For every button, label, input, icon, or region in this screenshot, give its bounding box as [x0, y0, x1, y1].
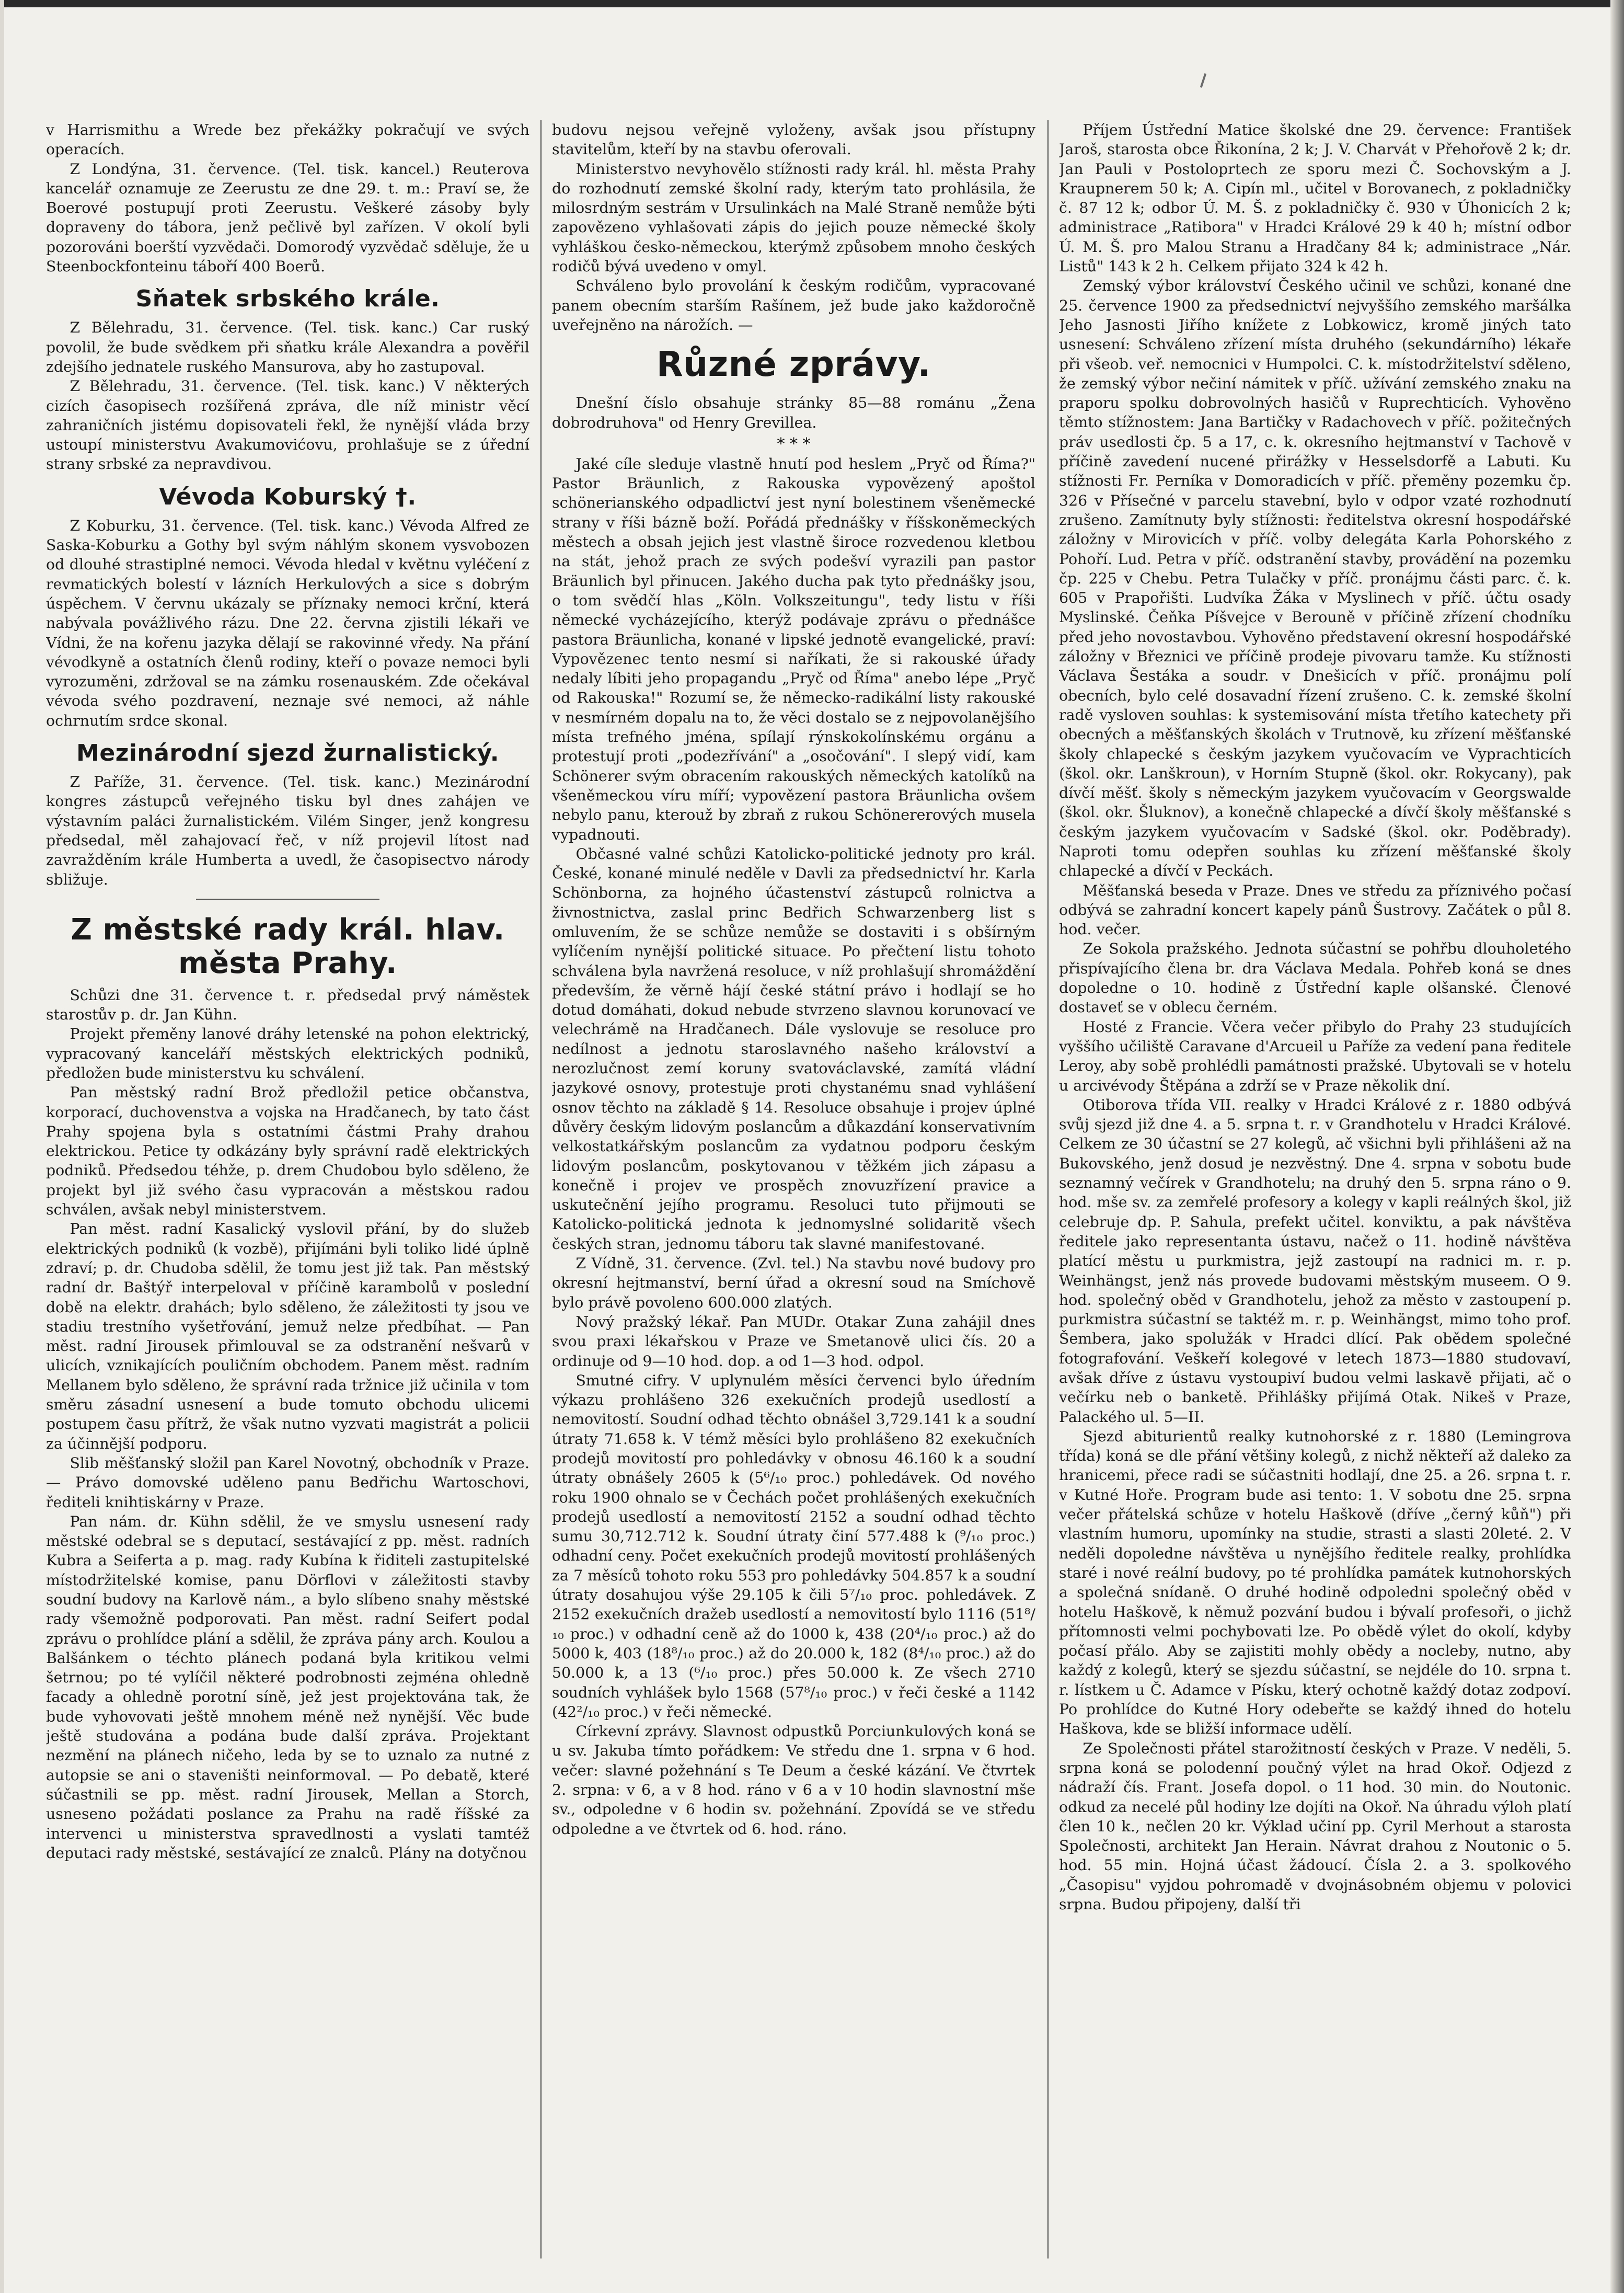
article-text: Z Londýna, 31. července. (Tel. tisk. kancel.) Reuterova kancelář oznamuje ze Zeerustu ze dne 29. t. m.: Praví se, že Boerové postupují proti Zeerustu. Veškeré zásoby byly dopraveny do tábora, jenž pečlivě byl zařízen. V okolí byli pozorováni boerští vyzvědači. Domorodý vyzvědač sděluje, že u Steenbockfonteinu táboří 400 Boerů. [46, 160, 529, 276]
asterism: * * * [777, 434, 811, 453]
article-text: Měšťanská beseda v Praze. Dnes ve středu za příznivého počasí odbývá se zahradní koncert kapely pánů Šustrovy. Začátek o půl 8. hod. večer. [1059, 881, 1571, 938]
article-text: Z Bělehradu, 31. července. (Tel. tisk. kanc.) Car ruský povolil, že bude svědkem při sňatku krále Alexandra a pověřil zdejšího jednatele ruského Mansurova, aby ho zastupoval. [46, 319, 529, 375]
article-text: v Harrismithu a Wrede bez překážky pokračují ve svých operacích. [46, 121, 529, 158]
article-text: budovu nejsou veřejně vyloženy, avšak jsou přístupny stavitelům, kteří by na stavbu oferovali. [552, 121, 1035, 158]
article-text: Občasné valné schůzi Katolicko-politické jednoty pro král. České, konané minulé neděle v Davli za předsednictví hr. Karla Schönborna, za hojného účastenství zástupců rolnictva a živnostnictva, zaslal princ Bedřich Schwarzenberg list s omluvením, že se schůze nemůže se dostaviti i s obšírným vylíčením nynější politické situace. Po přečtení listu tohoto schválena byla navržená resoluce, v níž prohlašují shromáždění především, že věrně hájí české státní právo i hodlají se ho dotud domáhati, dokud nebude stvrzeno slavnou korunovací ve velechrámě na Hradčanech. Dále vyslovuje se resoluce pro nedílnost a jednotu staroslavného našeho království a nerozlučnost zemí koruny svatováclavské, zamítá vládní jazykové osnovy, protestuje proti chystanému snad vyhlášení osnov těchto na základě § 14. Resoluce obsahuje i projev úplné důvěry českým lidovým poslancům a důkazdání konservativním velkostatkářským poslancům za vydatnou podporu českým lidovým poslancům, poskytovanou v těžkém jich zápasu a konečně i projev ve prospěch znovuzřízení pravice a uskutečnění jejího programu. Resoluci tuto přijmouti se Katolicko-politická jednota k jednomyslné solidaritě všech českých stran, jednomu táboru tak slavné manifestované. [552, 845, 1035, 1253]
article-text: Pan městský radní Brož předložil petice občanstva, korporací, duchovenstva a vojska na Hradčanech, by tato část Prahy spojena byla s ostatními částmi Prahy drahou elektrickou. Petice ty odkázány byly správní radě elektrických podniků. Předsedou téhže, p. drem Chudobou bylo sděleno, že projekt byl již svého času vypracován a městskou radou schválen, avšak nebyl ministerstvem. [46, 1084, 529, 1219]
section-heading: Různé zprávy. [656, 344, 931, 385]
column-3 [1059, 120, 1571, 2258]
article-text: Pan nám. dr. Kühn sdělil, že ve smyslu usnesení rady městské odebral se s deputací, sestávající z pp. měst. radních Kubra a Seiferta a p. mag. rady Kubína k řiditeli zastupitelské místodržitelské komise, panu Dörflovi v záležitosti stavby soudní budovy na Karlově nám., a bylo slíbeno snahy městské rady všemožně podporovati. Pan měst. radní Seifert podal zprávu o prohlídce plání a sdělil, že zpráva pány arch. Koulou a Balšánkem o téchto plánech podaná byla kritikou velmi šetrnou; po té vylíčil některé podrobnosti zejména ohledně facady a ohledně porotní síně, jež jest projektována tak, že bude vyhovovati ještě mnohem méně než nynější. Věc bude ještě studována a podána bude další zpráva. Projektant nezmění na plánech ničeho, leda by se to uznalo za nutné z autopsie se ani o staveništi neinformoval. — Po debatě, které súčastnili se pp. měst. radní Jirousek, Mellan a Storch, usneseno požádati poslance za Prahu na radě říšské za intervenci u ministerstva spravedlnosti a vyslati tamtéž deputaci rady městské, sestávající ze znalců. Plány na dotyčnou [46, 1512, 529, 1862]
article-text: Dnešní číslo obsahuje stránky 85—88 románu „Žena dobrodruhova" od Henry Grevillea. [552, 394, 1035, 431]
section-heading: Mezinárodní sjezd žurnalistický. [76, 740, 499, 767]
article-text: Zemský výbor království Českého učinil ve schůzi, konané dne 25. července 1900 za předsednictví nejvyššího zemského maršálka Jeho Jasnosti Jiřího knížete z Lobkowicz, kromě jiných tato usnesení: Schváleno zřízení místa druhého (sekundárního) lékaře při všeob. veř. nemocnici v Humpolci. C. k. místodržitelství sděleno, že zemský výbor nečiní námitek v příč. užívání zemského znaku na praporu spolku dobrovolných hasičů v Ruprechticích. Vyhověno těmto stížnostem: Jana Bartičky v Radachovech v příč. požitečných práv usedlosti čp. 5 a 17, c. k. okresního hejtmanství v Tachově v příčině zavedení nucené přirážky v Hesselsdorfě a Labuti. Ku stížnosti Fr. Perníka v Domoradicích v příč. přeměny pozemku čp. 326 v Přísečné v parcelu stavební, bylo v odpor vzaté rozhodnutí zrušeno. Zamítnuty byly stížnosti: ředitelstva okresní hospodářské záložny v Mirovicích v příč. volby delegáta Karla Pohorského z Pohoří. Lud. Petra v příč. odstranění stavby, provádění na pozemku čp. 225 v Chebu. Petra Tulačky v příč. pronájmu části parc. č. k. 605 v Prapořišti. Ludvíka Žáka v Myslinech v příč. účtu osady Myslinské. Čeňka Píšvejce v Berouně v příčině zřízení chodníku před jeho novostavbou. Vyhověno představení okresní hospodářské záložny v Březnici ve příčině prodeje pivovaru tamže. Ku stížnosti Václava Šestáka a soudr. v Dnešicích v příč. pronájmu polí obecních, bylo celé dosavadní řízení zrušeno. C. k. zemské školní radě vysloven souhlas: k systemisování místa třetího katechety při obecných a měšťanských školách v Trutnově, ku zřízení měšťanské školy chlapecké s českým jazykem vyučovacím ve Vyprachticích (škol. okr. Lanškroun), v Horním Stupně (škol. okr. Rokycany), pak dívčí měšť. školy s německým jazykem vyučovacím v Georgswalde (škol. okr. Šluknov), a konečně chlapecké a dívčí školy měšťanské s českým jazykem vyučovacím v Sadské (škol. okr. Poděbrady). Naproti tomu odepřen souhlas ku zřízení měšťanské školy chlapecké a dívčí v Peckách. [1059, 277, 1571, 880]
article-text: Ministerstvo nevyhovělo stížnosti rady král. hl. města Prahy do rozhodnutí zemské školní rady, kterým tato prohlásila, že milosrdným sestrám v Ursulinkách na Malé Straně nemůže býti zapovězeno vyhlašovati zápis do jejich pouze německé školy vyhláškou česko-německou, kterýmž způsobem mnoho českých rodičů bývá uvedeno v omyl. [552, 160, 1035, 276]
article-text: Ze Společnosti přátel starožitností českých v Praze. V neděli, 5. srpna koná se polodenní poučný výlet na hrad Okoř. Odjezd z nádraží čís. Frant. Josefa dopol. o 11 hod. 30 min. do Noutonic. odkud za necelé půl hodiny lze dojíti na Okoř. Na úhradu výloh platí člen 10 k., nečlen 20 kr. Výklad učiní pp. Cyril Merhout a starosta Společnosti, architekt Jan Herain. Návrat drahou z Noutonic o 5. hod. 55 min. Hojná účast žádoucí. Čísla 2. a 3. spolkového „Časopisu" vyjdou pohromadě v dvojnásobném objemu v polovici srpna. Budou připojeny, další tři [1059, 1739, 1571, 1913]
article-text: Církevní zprávy. Slavnost odpustků Porciunkulových koná se u sv. Jakuba tímto pořádkem: Ve středu dne 1. srpna v 6 hod. večer: slavné požehnání s Te Deum a české kázání. Ve čtvrtek 2. srpna: v 6, a v 8 hod. ráno v 6 a v 10 hodin slavnostní mše sv., odpoledne v 6 hodin sv. požehnání. Zpovídá se ve středu odpoledne a ve čtvrtek od 6. hod. ráno. [552, 1723, 1035, 1838]
article-text: Nový pražský lékař. Pan MUDr. Otakar Zuna zahájil dnes svou praxi lékařskou v Praze ve Smetanově ulici čís. 20 a ordinuje od 9—10 hod. dop. a od 1—3 hod. odpol. [552, 1313, 1035, 1370]
article-text: Sjezd abiturientů realky kutnohorské z r. 1880 (Lemingrova třída) koná se dle přání většiny kolegů, z nichž někteří až daleko za hranicemi, přece radi se súčastniti hodlají, dne 25. a 26. srpna t. r. v Kutné Hoře. Program bude asi tento: 1. V sobotu dne 25. srpna večer přátelská schůze v hotelu Haškově (dříve „černý kůň") při vlastním humoru, upomínky na studie, strasti a slasti 20leté. 2. V neděli dopoledne návštěva u nynějšího ředitele realky, prohlídka staré i nové reální budovy, po té prohlídka památek kutnohorských a společná snídaně. O druhé hodině odpoledni společný oběd v hotelu Haškově, k němuž pozvání budou i bývalí profesoři, o jichž přítomnosti velmi pochybovati lze. Po obědě výlet do okolí, kdyby počasí přálo. Aby se zajistiti mohly obědy a nocleby, nutno, aby každý z kolegů, který se sjezdu súčastní, se nejdéle do 10. srpna t. r. lístkem u Č. Adamce v Písku, který ochotně každý dotaz zodpoví. Po prohlídce do Kutné Hory odebeřte se každý ihned do hotelu Haškova, kde se bližší informace udělí. [1059, 1427, 1571, 1738]
article-text: Ze Sokola pražského. Jednota súčastní se pohřbu dlouholetého přispívajícího člena br. dra Václava Medala. Pohřeb koná se dnes dopoledne o 10. hodině z Ústřední kaple olšanské. Členové dostaveť se v oblecu černém. [1059, 940, 1571, 1016]
page-left-edge [0, 0, 4, 2293]
article-text: Pan měst. radní Kasalický vyslovil přání, by do služeb elektrických podniků (k vozbě), přijímáni byli toliko lidé úplně zdraví; p. dr. Chudoba sdělil, že tomu jest již tak. Pan městský radní dr. Baštýř interpeloval v příčině karambolů v poslední době na elektr. drahách; bylo sděleno, že záležitosti ty jsou ve stadiu trestního vyšetřování, jemuž nelze předbíhat. — Pan měst. radní Jirousek přimlouval se za odstranění nešvarů v ulicích, vznikajících pouličním obchodem. Panem měst. radním Mellanem bylo sděleno, že správní rada tržnice již učinila v tom směru zásadní usnesení a bude tomuto obchodu ulicemi postupem času přítrž, že však nutno vyzvati magistrát a policii za účinnější podporu. [46, 1220, 529, 1452]
section-heading: Z městské rady král. hlav. města Prahy. [71, 912, 505, 980]
article-text: Z Vídně, 31. července. (Zvl. tel.) Na stavbu nové budovy pro okresní hejtmanství, berní úřad a okresní soud na Smíchově bylo právě povoleno 600.000 zlatých. [552, 1255, 1035, 1311]
article-text: Projekt přeměny lanové dráhy letenské na pohon elektrický, vypracovaný kanceláří městských elektrických podniků, předložen bude ministerstvu ku schválení. [46, 1025, 529, 1082]
article-text: Slib měšťanský složil pan Karel Novotný, obchodník v Praze. — Právo domovské uděleno panu Bedřichu Wartoschovi, řediteli knihtiskárny v Praze. [46, 1454, 529, 1511]
column-rule [1047, 120, 1049, 2258]
section-heading: Sňatek srbského krále. [135, 285, 440, 313]
article-text: Schůzi dne 31. července t. r. předsedal prvý náměstek starostův p. dr. Jan Kühn. [46, 986, 529, 1024]
page-top-edge [0, 0, 1624, 7]
article-text: Schváleno bylo provolání k českým rodičům, vypracované panem obecním starším Rašínem, jež bude jako každoročně uveřejněno na nárožích. — [552, 277, 1035, 334]
section-heading: Vévoda Koburský †. [159, 483, 417, 510]
article-text: Z Koburku, 31. července. (Tel. tisk. kanc.) Vévoda Alfred ze Saska-Koburku a Gothy byl svým náhlým skonem vysvobozen od dlouhé strastiplné nemoci. Vévoda hledal v květnu vyléčení z revmatických bolestí v lázních Herkulových a sice s dobrým úspěchem. V červnu ukázaly se příznaky nemoci krční, která nabývala povážlivého rázu. Dne 22. června zjistili lékaři ve Vídni, že na kořenu jazyka dělají se rakovinné vředy. Na přání vévodkyně a ostatních členů rodiny, kteří o povaze nemoci byli vyrozuměni, zdržoval se na zámku rosenauském. Zde očekával vévoda svého pozdravení, neznaje své nemoci, až náhle ochrnutím srdce skonal. [46, 517, 529, 729]
newspaper-page [46, 120, 1588, 2258]
column-2 [552, 120, 1035, 2258]
article-text: Hosté z Francie. Včera večer přibylo do Prahy 23 studujících vyššího učiliště Caravane d'Arcueil u Paříže za vedení pana ředitele Leroy, aby sobě prohlédli památnosti pražské. Ubytovali se v hotelu u arcivévody Štěpána a zdrží se v Praze několik dní. [1059, 1018, 1571, 1094]
article-text: Z Paříže, 31. července. (Tel. tisk. kanc.) Mezinárodní kongres zástupců veřejného tisku byl dnes zahájen ve výstavním paláci žurnalistickém. Vilém Singer, jenž kongresu předsedal, měl zahajovací řeč, v níž projevil lítost nad zavražděním krále Humberta a uvedl, že časopisectvo národy sbližuje. [46, 773, 529, 888]
article-text: Z Bělehradu, 31. července. (Tel. tisk. kanc.) V některých cizích časopisech rozšířená zpráva, dle níž ministr věcí zahraničních jistému dopisovateli řekl, že nynější vláda brzy ustoupí ministerstvu Avakumovićovu, prohlašuje se z úřední strany srbské za nepravdivou. [46, 377, 529, 473]
article-text: Smutné cifry. V uplynulém měsíci červenci bylo úředním výkazu prohlášeno 326 exekučních prodejů usedlostí a nemovitostí. Soudní odhad těchto obnášel 3,729.141 k a soudní útraty 71.658 k. V témž měsíci bylo prohlášeno 82 exekučních prodejů movitostí pro pohledávky v obnosu 46.160 k a soudní útraty obnášely 2605 k (5⁶/₁₀ proc.) pohledávek. Od nového roku 1900 ohnalo se v Čechách počet prohlášených exekučních prodejů usedlostí a nemovitostí 2152 a soudní odhad těchto sumu 30,712.712 k. Soudní útraty činí 577.488 k (⁹/₁₀ proc.) odhadní ceny. Počet exekučních prodejů movitostí prohlášených za 7 měsíců tohoto roku 553 pro pohledávky 504.857 k a soudní útraty dosahujou výše 29.105 k čili 5⁷/₁₀ proc. pohledávek. Z 2152 exekučních dražeb usedlostí a nemovitostí bylo 1116 (51⁸/₁₀ proc.) v odhadní ceně až do 1000 k, 438 (20⁴/₁₀ proc.) až do 5000 k, 403 (18⁸/₁₀ proc.) až do 20.000 k, 182 (8⁴/₁₀ proc.) až do 50.000 k, a 13 (⁶/₁₀ proc.) přes 50.000 k. Ze všech 2710 soudních vyhlášek bylo 1568 (57⁸/₁₀ proc.) v řeči české a 1142 (42²/₁₀ proc.) v řeči německé. [552, 1371, 1035, 1721]
column-1 [46, 120, 529, 2258]
page-binding-edge [1610, 0, 1624, 2293]
section-divider [196, 899, 380, 900]
column-rule [540, 120, 542, 2258]
article-text: Otiborova třída VII. realky v Hradci Králové z r. 1880 odbývá svůj sjezd již dne 4. a 5. srpna t. r. v Grandhotelu v Hradci Králové. Celkem ze 30 účastní se 27 kolegů, ač všichni byli přihlášeni až na Bukovského, jenž dosud je nezvěstný. Dne 4. srpna v sobotu bude seznamný večírek v Grandhotelu; na druhý den 5. srpna ráno o 9. hod. mše sv. za zemřelé profesory a kolegy v kapli reálných škol, již celebruje dp. P. Sahula, prefekt učitel. konviktu, a pak návštěva ředitele jako representanta ústavu, načež o 11. hodině návštěva platící městu u purkmistra, jejž zastoupí na radnici m. r. p. Weinhängst, jenž nás provede budovami městským museem. O 9. hod. společný oběd v Grandhotelu, jehož za město v zastoupení p. purkmistra súčastní se taktéž m. r. p. Weinhängst, mimo toho prof. Šembera, jako spolužák v Hradci dlící. Pak obědem společné fotografování. Veškeří kolegové v letech 1873—1880 studovaví, avšak dříve z ústavu vystoupiví budou velmi laskavě přijati, ač o večírku neb o banketě. Přihlášky přijímá Otak. Nikeš v Praze, Palackého ul. 5—II. [1059, 1096, 1571, 1426]
paper-mark [1200, 73, 1206, 88]
article-text: Příjem Ústřední Matice školské dne 29. července: František Jaroš, starosta obce Řikonína, 2 k; J. V. Charvát v Přehořově 2 k; dr. Jan Pauli v Postoloprtech ze sporu mezi Č. Sochovským a J. Kraupnerem 50 k; A. Cipín ml., učitel v Borovanech, z pokladničky č. 87 12 k; odbor Ú. M. Š. z pokladničky č. 930 v Úhonicích 2 k; administrace „Ratibora" v Hradci Králové 29 k 40 h; místní odbor Ú. M. Š. pro Malou Stranu a Hradčany 84 k; administrace „Nár. Listů" 143 k 2 h. Celkem přijato 324 k 42 h. [1059, 121, 1571, 276]
article-text: Jaké cíle sleduje vlastně hnutí pod heslem „Pryč od Říma?" Pastor Bräunlich, z Rakouska vypovězený apoštol schönerianského odpadlictví jest nyní bolestinem všeněmecké strany v říši bázně boží. Pořádá přednášky v říšskoněmeckých městech a obsah jejich jest vlastně široce rozvedenou kletbou na stát, jehož prach ze svých podešví vyrazili pan pastor Bräunlich byl přinucen. Jakého ducha pak tyto přednášky jsou, o tom svědčí hlas „Köln. Volkszeitungu", tedy listu v říši německé vycházejícího, kterýž podávaje zprávu o přednášce pastora Bräunlicha, konané v lipské jednotě evangelické, praví: Vypovězenec tento nesmí si naříkati, že si rakouské úřady nedaly líbiti jeho propagandu „Pryč od Říma" anebo lépe „Pryč od Rakouska!" Rozumí se, že německo-radikální listy rakouské v nesmírném dopalu na to, že věci dostalo se z nejpovolanějšího místa trefného jména, spílají rýnskokolínskému orgánu a protestují proti „podezřívání" a „osočování". I slepý vidí, kam Schönerer svým obracením rakouských německých katolíků na všeněmeckou víru míří; vypovězení pastora Bräunlicha ovšem nebylo panu, kterouž by zbraň z rukou Schönererových musela vypadnouti. [552, 455, 1035, 843]
